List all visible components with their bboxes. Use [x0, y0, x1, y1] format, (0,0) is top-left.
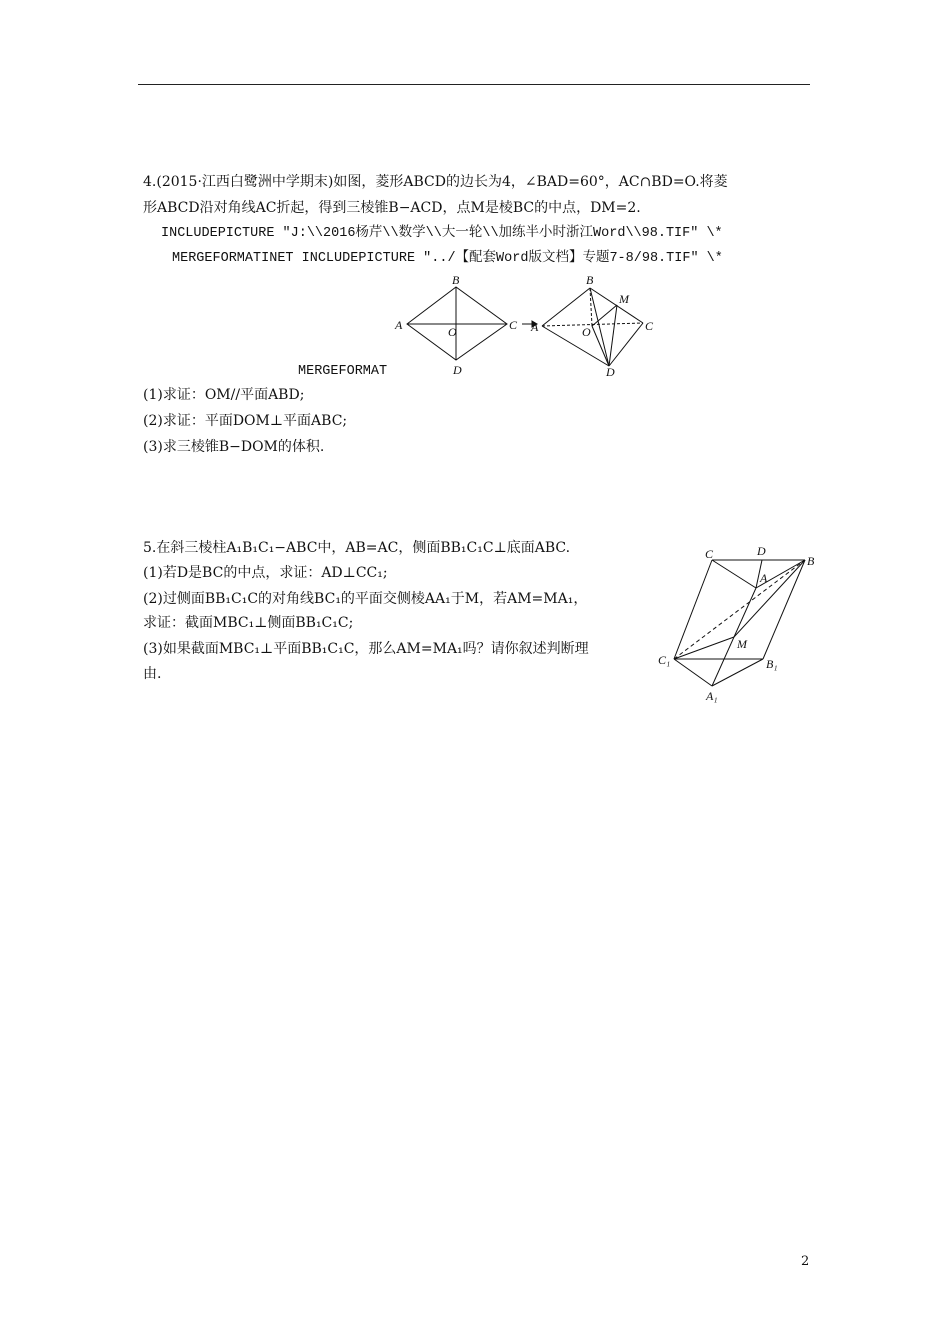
label-C: C	[509, 318, 518, 332]
label-D: D	[453, 363, 462, 377]
problem4-text-line2: 形ABCD沿对角线AC折起，得到三棱锥B−ACD，点M是棱BC的中点，DM=2.	[143, 200, 641, 216]
page-number: 2	[801, 1254, 810, 1269]
problem5-q3-line2: 由.	[143, 666, 162, 682]
problem4-q2: (2)求证：平面DOM⊥平面ABC;	[143, 413, 348, 429]
oblique-prism-figure	[650, 540, 830, 710]
label-A1: A₁	[706, 689, 718, 703]
rhombus-fold-figure	[390, 274, 660, 378]
problem5-q1: (1)若D是BC的中点，求证：AD⊥CC₁;	[143, 565, 388, 581]
label-C: C	[705, 547, 714, 561]
label-A: A	[760, 571, 768, 585]
problem5-text-line1: 5.在斜三棱柱A₁B₁C₁−ABC中，AB=AC，侧面BB₁C₁C⊥底面ABC.	[143, 540, 571, 556]
field-code-line2: MERGEFORMATINET INCLUDEPICTURE "../【配套Word版文档】专题7-8/98.TIF" \*	[172, 251, 723, 266]
label-C-folded: C	[645, 319, 654, 333]
problem4-text-line1: 4.(2015·江西白鹭洲中学期末)如图，菱形ABCD的边长为4，∠BAD=60°，AC∩BD=O.将菱	[143, 174, 728, 190]
field-code-line1: INCLUDEPICTURE "J:\\2016杨芹\\数学\\大一轮\\加练半小时浙江Word\\98.TIF" \*	[161, 226, 723, 241]
label-B1: B₁	[766, 657, 778, 671]
problem4-q3: (3)求三棱锥B−DOM的体积.	[143, 439, 325, 455]
problem5-q3-line1: (3)如果截面MBC₁⊥平面BB₁C₁C，那么AM=MA₁吗？请你叙述判断理	[143, 641, 589, 657]
label-O: O	[448, 325, 457, 339]
label-D-folded: D	[606, 365, 615, 378]
label-A: A	[395, 318, 403, 332]
problem5-q2-line2: 求证：截面MBC₁⊥侧面BB₁C₁C;	[143, 615, 354, 631]
label-A-folded: A	[531, 320, 539, 334]
label-D: D	[757, 544, 766, 558]
field-code-line3: MERGEFORMAT	[298, 364, 388, 379]
label-B: B	[807, 554, 815, 568]
problem5-q2-line1: (2)过侧面BB₁C₁C的对角线BC₁的平面交侧棱AA₁于M，若AM=MA₁，	[143, 591, 588, 607]
label-M: M	[737, 637, 747, 651]
header-rule	[138, 84, 810, 85]
label-O-folded: O	[582, 325, 591, 339]
problem4-q1: (1)求证：OM//平面ABD;	[143, 387, 305, 403]
label-B: B	[452, 274, 460, 287]
label-C1: C₁	[658, 653, 671, 667]
label-M-folded: M	[619, 292, 629, 306]
label-B-folded: B	[586, 274, 594, 287]
